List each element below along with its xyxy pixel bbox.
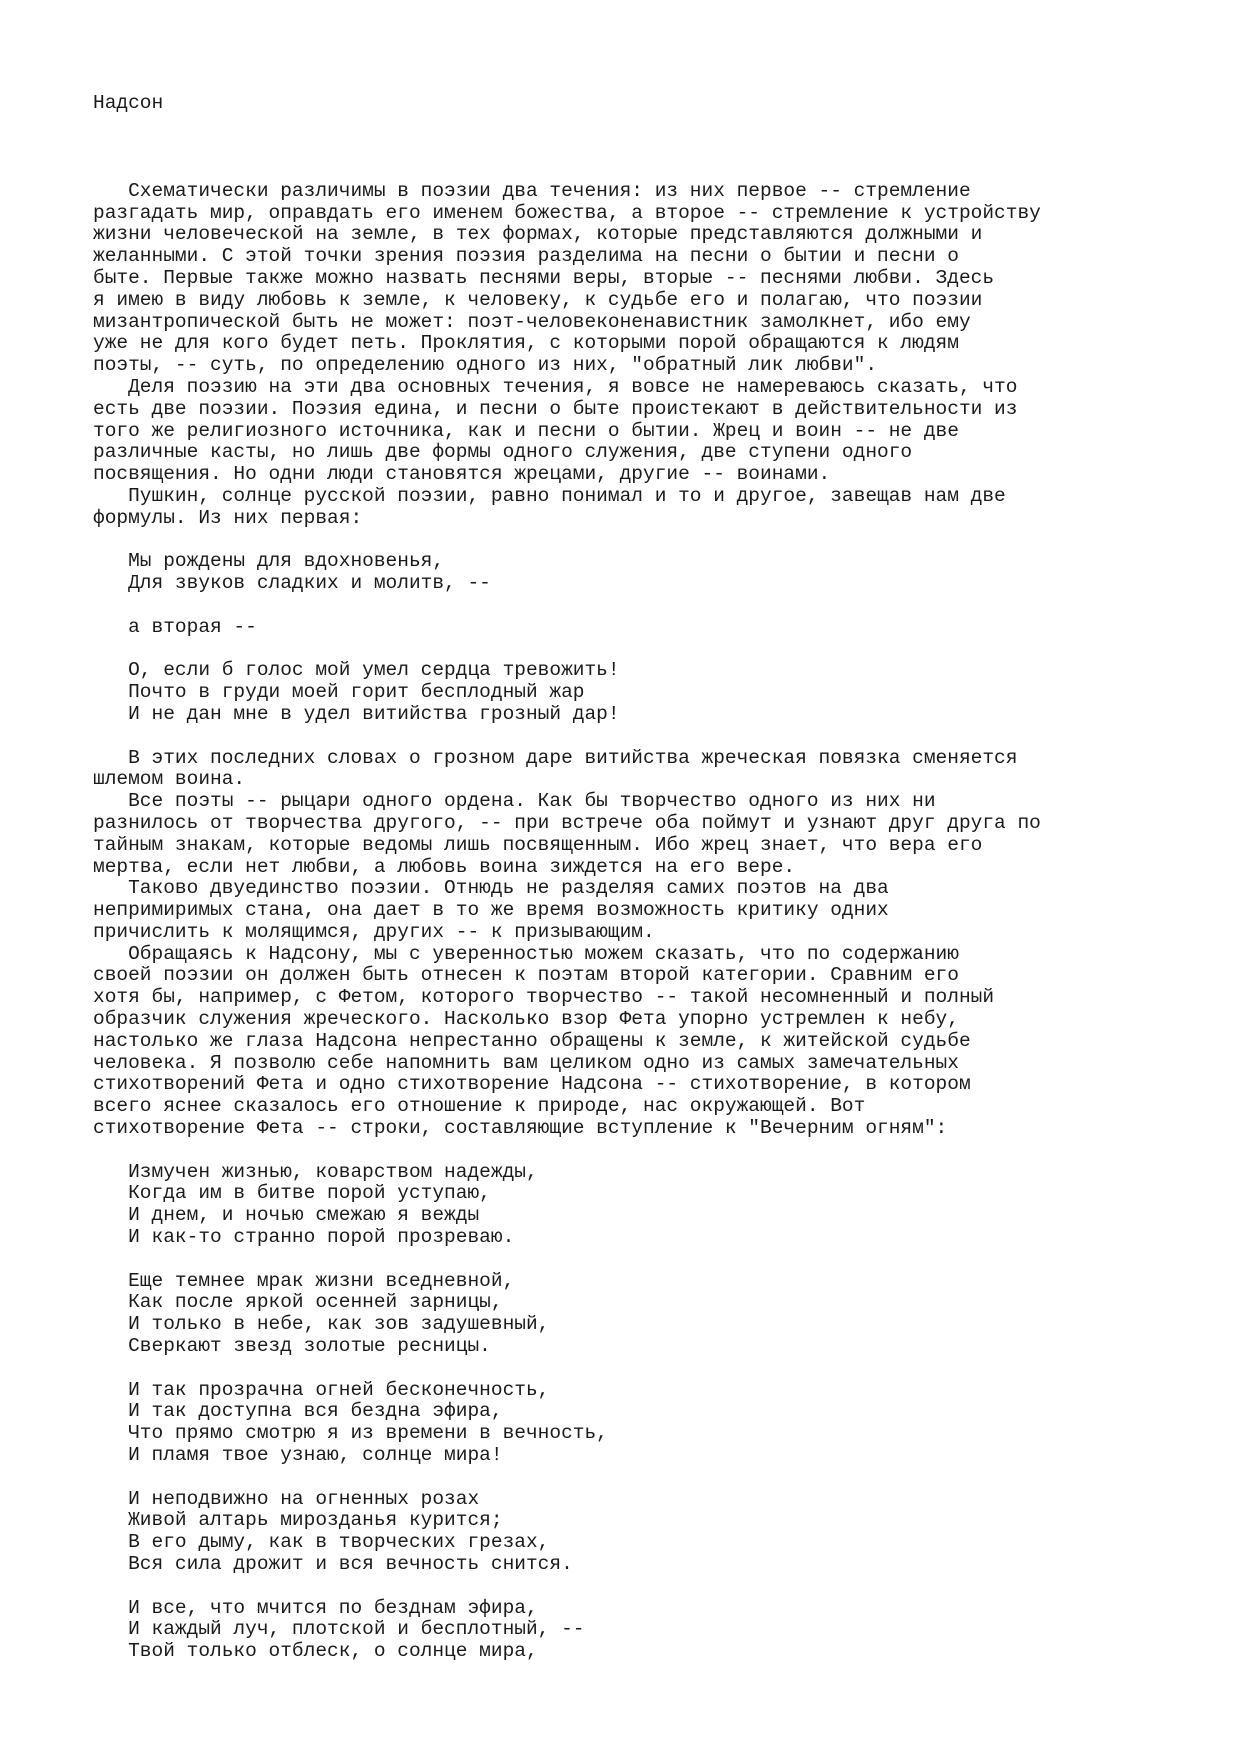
text-line: шлемом воина.	[93, 768, 246, 791]
text-line: человека. Я позволю себе напомнить вам целиком одно из самых замечательных	[93, 1051, 959, 1074]
text-line: Почто в груди моей горит бесплодный жар	[93, 681, 585, 704]
text-line	[93, 530, 1213, 552]
text-line: быте. Первые также можно назвать песнями веры, вторые -- песнями любви. Здесь	[93, 266, 995, 289]
text-line: образчик служения жреческого. Насколько взор Фета упорно устремлен к небу,	[93, 1008, 959, 1031]
text-line: тайным знакам, которые ведомы лишь посвященным. Ибо жрец знает, что вера его	[93, 833, 983, 856]
text-line: мизантропической быть не может: поэт-человеконенавистник замолкнет, ибо ему	[93, 310, 971, 333]
text-line: желанными. С этой точки зрения поэзия разделима на песни о бытии и песни о	[93, 245, 959, 268]
text-line	[93, 1249, 1213, 1271]
text-line: И так прозрачна огней бесконечность,	[93, 1378, 550, 1401]
text-line	[93, 595, 1213, 617]
text-line: И как-то странно порой прозреваю.	[93, 1226, 515, 1249]
text-line: а вторая --	[93, 615, 257, 638]
text-line: непримиримых стана, она дает в то же время возможность критику одних	[93, 899, 889, 922]
text-line: я имею в виду любовь к земле, к человеку, к судьбе его и полагаю, что поэзии	[93, 288, 983, 311]
text-line: Схематически различимы в поэзии два течения: из них первое -- стремление	[93, 179, 971, 202]
text-line: Пушкин, солнце русской поэзии, равно понимал и то и другое, завещав нам две	[93, 484, 1006, 507]
text-line: О, если б голос мой умел сердца тревожить!	[93, 659, 620, 682]
text-line: есть две поэзии. Поэзия едина, и песни о быте проистекают в действительности из	[93, 397, 1018, 420]
text-line: всего яснее сказалось его отношение к природе, нас окружающей. Вот	[93, 1095, 866, 1118]
text-line: причислить к молящимся, других -- к призывающим.	[93, 920, 655, 943]
text-line: И неподвижно на огненных розах	[93, 1487, 480, 1510]
text-line: Деля поэзию на эти два основных течения, я вовсе не намереваюсь сказать, что	[93, 375, 1018, 398]
text-line: стихотворений Фета и одно стихотворение Надсона -- стихотворение, в котором	[93, 1073, 971, 1096]
text-line: мертва, если нет любви, а любовь воина зиждется на его вере.	[93, 855, 796, 878]
text-line	[93, 159, 1213, 181]
text-line: своей поэзии он должен быть отнесен к поэтам второй категории. Сравним его	[93, 964, 959, 987]
text-line: Что прямо смотрю я из времени в вечность,	[93, 1422, 608, 1445]
text-line: И так доступна вся бездна эфира,	[93, 1400, 503, 1423]
text-line: Все поэты -- рыцари одного ордена. Как бы творчество одного из них ни	[93, 790, 936, 813]
text-line	[93, 726, 1213, 748]
text-line: Таково двуединство поэзии. Отнюдь не разделяя самих поэтов на два	[93, 877, 889, 900]
text-line: Обращаясь к Надсону, мы с уверенностью можем сказать, что по содержанию	[93, 942, 959, 965]
text-line: стихотворение Фета -- строки, составляющие вступление к "Вечерним огням":	[93, 1117, 948, 1140]
text-line: Еще темнее мрак жизни вседневной,	[93, 1269, 515, 1292]
text-line: И днем, и ночью смежаю я вежды	[93, 1204, 480, 1227]
text-line: Измучен жизнью, коварством надежды,	[93, 1160, 538, 1183]
text-line: различные касты, но лишь две формы одного служения, две ступени одного	[93, 441, 913, 464]
text-line: того же религиозного источника, как и песни о бытии. Жрец и воин -- не две	[93, 419, 959, 442]
document-title: Надсон	[93, 92, 164, 114]
text-line: уже не для кого будет петь. Проклятия, с которыми порой обращаются к людям	[93, 332, 959, 355]
text-line: И не дан мне в удел витийства грозный дар!	[93, 702, 620, 725]
document-body	[93, 159, 1213, 1663]
text-line: разгадать мир, оправдать его именем божества, а второе -- стремление к устройству	[93, 201, 1041, 224]
text-line: И каждый луч, плотской и бесплотный, --	[93, 1618, 585, 1641]
text-line	[93, 1576, 1213, 1598]
text-line	[93, 1140, 1213, 1162]
text-line: В этих последних словах о грозном даре витийства жреческая повязка сменяется	[93, 746, 1018, 769]
text-line	[93, 1358, 1213, 1380]
text-line: формулы. Из них первая:	[93, 506, 363, 529]
text-line: поэты, -- суть, по определению одного из них, "обратный лик любви".	[93, 354, 878, 377]
text-line: Вся сила дрожит и вся вечность снится.	[93, 1553, 573, 1575]
text-line	[93, 639, 1213, 661]
text-line: И только в небе, как зов задушевный,	[93, 1313, 550, 1336]
text-line: разнилось от творчества другого, -- при встрече оба поймут и узнают друг друга по	[93, 811, 1041, 834]
text-line: В его дыму, как в творческих грезах,	[93, 1531, 550, 1554]
text-line: Для звуков сладких и молитв, --	[93, 572, 491, 595]
text-line: хотя бы, например, с Фетом, которого творчество -- такой несомненный и полный	[93, 986, 995, 1009]
text-line: жизни человеческой на земле, в тех формах, которые представляются должными и	[93, 223, 983, 246]
text-line: Мы рождены для вдохновенья,	[93, 550, 445, 573]
text-line: настолько же глаза Надсона непрестанно обращены к земле, к житейской судьбе	[93, 1029, 971, 1052]
text-line: И пламя твое узнаю, солнце мира!	[93, 1444, 503, 1467]
text-line: Живой алтарь мирозданья курится;	[93, 1509, 503, 1532]
text-line	[93, 1467, 1213, 1489]
text-line: посвящения. Но одни люди становятся жрецами, другие -- воинами.	[93, 463, 831, 486]
text-line: Твой только отблеск, о солнце мира,	[93, 1640, 538, 1663]
text-line: Как после яркой осенней зарницы,	[93, 1291, 503, 1314]
text-line: И все, что мчится по безднам эфира,	[93, 1596, 538, 1619]
text-line: Сверкают звезд золотые ресницы.	[93, 1335, 491, 1358]
text-line: Когда им в битве порой уступаю,	[93, 1182, 491, 1205]
